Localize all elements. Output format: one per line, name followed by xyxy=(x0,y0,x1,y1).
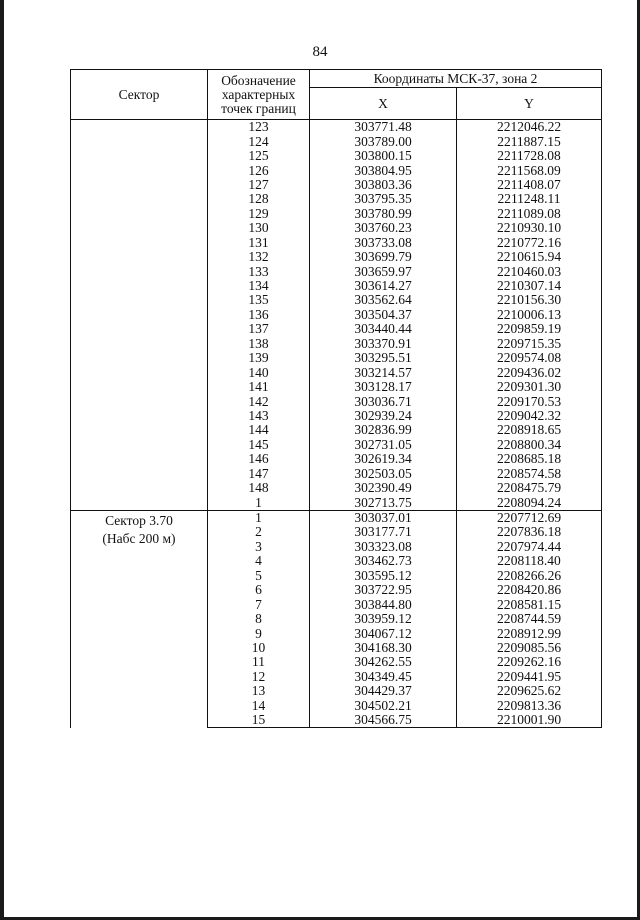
x-coordinate-cell: 303780.99 xyxy=(310,207,457,221)
point-number-cell: 7 xyxy=(208,597,310,611)
header-point-line: Обозначение xyxy=(221,72,296,88)
y-coordinate-cell: 2211887.15 xyxy=(457,134,602,148)
sector-cell xyxy=(71,510,208,728)
x-coordinate-cell: 303504.37 xyxy=(310,308,457,322)
x-coordinate-cell: 303595.12 xyxy=(310,569,457,583)
y-coordinate-cell: 2212046.22 xyxy=(457,120,602,135)
table-row xyxy=(71,510,602,525)
coordinates-table xyxy=(70,69,602,728)
x-coordinate-cell: 302939.24 xyxy=(310,409,457,423)
x-coordinate-cell: 303128.17 xyxy=(310,380,457,394)
point-number-cell: 148 xyxy=(208,481,310,495)
x-coordinate-cell: 302390.49 xyxy=(310,481,457,495)
point-number-cell: 136 xyxy=(208,308,310,322)
x-coordinate-cell: 303440.44 xyxy=(310,322,457,336)
y-coordinate-cell: 2210001.90 xyxy=(457,713,602,728)
x-coordinate-cell: 302836.99 xyxy=(310,423,457,437)
y-coordinate-cell: 2208918.65 xyxy=(457,423,602,437)
point-number-cell: 1 xyxy=(208,495,310,510)
point-number-cell: 144 xyxy=(208,423,310,437)
point-number-cell: 13 xyxy=(208,684,310,698)
point-number-cell: 10 xyxy=(208,641,310,655)
x-coordinate-cell: 304262.55 xyxy=(310,655,457,669)
header-y: Y xyxy=(457,88,602,120)
y-coordinate-cell: 2210930.10 xyxy=(457,221,602,235)
y-coordinate-cell: 2209301.30 xyxy=(457,380,602,394)
y-coordinate-cell: 2211248.11 xyxy=(457,192,602,206)
point-number-cell: 138 xyxy=(208,337,310,351)
y-coordinate-cell: 2208574.58 xyxy=(457,467,602,481)
y-coordinate-cell: 2207974.44 xyxy=(457,540,602,554)
point-number-cell: 124 xyxy=(208,134,310,148)
y-coordinate-cell: 2209813.36 xyxy=(457,699,602,713)
x-coordinate-cell: 302619.34 xyxy=(310,452,457,466)
point-number-cell: 145 xyxy=(208,438,310,452)
point-number-cell: 15 xyxy=(208,713,310,728)
point-number-cell: 134 xyxy=(208,279,310,293)
y-coordinate-cell: 2208581.15 xyxy=(457,597,602,611)
x-coordinate-cell: 303803.36 xyxy=(310,178,457,192)
x-coordinate-cell: 302731.05 xyxy=(310,438,457,452)
y-coordinate-cell: 2209170.53 xyxy=(457,394,602,408)
y-coordinate-cell: 2209085.56 xyxy=(457,641,602,655)
point-number-cell: 139 xyxy=(208,351,310,365)
point-number-cell: 12 xyxy=(208,670,310,684)
point-number-cell: 11 xyxy=(208,655,310,669)
x-coordinate-cell: 304566.75 xyxy=(310,713,457,728)
x-coordinate-cell: 303733.08 xyxy=(310,236,457,250)
header-sector: Сектор xyxy=(71,70,208,120)
point-number-cell: 127 xyxy=(208,178,310,192)
point-number-cell: 140 xyxy=(208,365,310,379)
header-point-designation xyxy=(208,70,310,120)
y-coordinate-cell: 2210615.94 xyxy=(457,250,602,264)
point-number-cell: 147 xyxy=(208,467,310,481)
point-number-cell: 6 xyxy=(208,583,310,597)
point-number-cell: 137 xyxy=(208,322,310,336)
x-coordinate-cell: 303323.08 xyxy=(310,540,457,554)
point-number-cell: 2 xyxy=(208,525,310,539)
y-coordinate-cell: 2210156.30 xyxy=(457,293,602,307)
point-number-cell: 130 xyxy=(208,221,310,235)
point-number-cell: 5 xyxy=(208,569,310,583)
point-number-cell: 128 xyxy=(208,192,310,206)
y-coordinate-cell: 2210772.16 xyxy=(457,236,602,250)
x-coordinate-cell: 304502.21 xyxy=(310,699,457,713)
y-coordinate-cell: 2210307.14 xyxy=(457,279,602,293)
x-coordinate-cell: 303214.57 xyxy=(310,365,457,379)
x-coordinate-cell: 303562.64 xyxy=(310,293,457,307)
point-number-cell: 141 xyxy=(208,380,310,394)
point-number-cell: 133 xyxy=(208,264,310,278)
y-coordinate-cell: 2211568.09 xyxy=(457,163,602,177)
x-coordinate-cell: 303722.95 xyxy=(310,583,457,597)
page-number: 84 xyxy=(312,44,328,60)
x-coordinate-cell: 303370.91 xyxy=(310,337,457,351)
x-coordinate-cell: 303659.97 xyxy=(310,264,457,278)
x-coordinate-cell: 303614.27 xyxy=(310,279,457,293)
y-coordinate-cell: 2211408.07 xyxy=(457,178,602,192)
x-coordinate-cell: 303699.79 xyxy=(310,250,457,264)
x-coordinate-cell: 303800.15 xyxy=(310,149,457,163)
y-coordinate-cell: 2208685.18 xyxy=(457,452,602,466)
x-coordinate-cell: 302503.05 xyxy=(310,467,457,481)
y-coordinate-cell: 2208475.79 xyxy=(457,481,602,495)
y-coordinate-cell: 2208266.26 xyxy=(457,569,602,583)
point-number-cell: 4 xyxy=(208,554,310,568)
sector-cell xyxy=(71,120,208,511)
point-number-cell: 131 xyxy=(208,236,310,250)
header-point-line: точек границ xyxy=(221,100,296,116)
point-number-cell: 135 xyxy=(208,293,310,307)
y-coordinate-cell: 2209859.19 xyxy=(457,322,602,336)
x-coordinate-cell: 303959.12 xyxy=(310,612,457,626)
x-coordinate-cell: 303037.01 xyxy=(310,510,457,525)
x-coordinate-cell: 303177.71 xyxy=(310,525,457,539)
y-coordinate-cell: 2211089.08 xyxy=(457,207,602,221)
y-coordinate-cell: 2208744.59 xyxy=(457,612,602,626)
y-coordinate-cell: 2209262.16 xyxy=(457,655,602,669)
y-coordinate-cell: 2208912.99 xyxy=(457,626,602,640)
y-coordinate-cell: 2207712.69 xyxy=(457,510,602,525)
x-coordinate-cell: 303462.73 xyxy=(310,554,457,568)
point-number-cell: 125 xyxy=(208,149,310,163)
y-coordinate-cell: 2209715.35 xyxy=(457,337,602,351)
y-coordinate-cell: 2208094.24 xyxy=(457,495,602,510)
point-number-cell: 1 xyxy=(208,510,310,525)
header-coordinates: Координаты МСК-37, зона 2 xyxy=(310,70,602,88)
x-coordinate-cell: 303789.00 xyxy=(310,134,457,148)
x-coordinate-cell: 304168.30 xyxy=(310,641,457,655)
x-coordinate-cell: 303795.35 xyxy=(310,192,457,206)
x-coordinate-cell: 303036.71 xyxy=(310,394,457,408)
x-coordinate-cell: 303760.23 xyxy=(310,221,457,235)
point-number-cell: 9 xyxy=(208,626,310,640)
x-coordinate-cell: 304429.37 xyxy=(310,684,457,698)
point-number-cell: 146 xyxy=(208,452,310,466)
y-coordinate-cell: 2210006.13 xyxy=(457,308,602,322)
y-coordinate-cell: 2209574.08 xyxy=(457,351,602,365)
table-row xyxy=(71,120,602,135)
y-coordinate-cell: 2208420.86 xyxy=(457,583,602,597)
point-number-cell: 8 xyxy=(208,612,310,626)
point-number-cell: 126 xyxy=(208,163,310,177)
y-coordinate-cell: 2207836.18 xyxy=(457,525,602,539)
sector-label: (Набс 200 м) xyxy=(102,530,176,546)
x-coordinate-cell: 302713.75 xyxy=(310,495,457,510)
y-coordinate-cell: 2211728.08 xyxy=(457,149,602,163)
x-coordinate-cell: 303804.95 xyxy=(310,163,457,177)
x-coordinate-cell: 303295.51 xyxy=(310,351,457,365)
point-number-cell: 14 xyxy=(208,699,310,713)
point-number-cell: 142 xyxy=(208,394,310,408)
y-coordinate-cell: 2208800.34 xyxy=(457,438,602,452)
point-number-cell: 3 xyxy=(208,540,310,554)
y-coordinate-cell: 2209625.62 xyxy=(457,684,602,698)
sector-label: Сектор 3.70 xyxy=(105,512,173,528)
point-number-cell: 132 xyxy=(208,250,310,264)
y-coordinate-cell: 2209042.32 xyxy=(457,409,602,423)
point-number-cell: 129 xyxy=(208,207,310,221)
x-coordinate-cell: 303844.80 xyxy=(310,597,457,611)
y-coordinate-cell: 2208118.40 xyxy=(457,554,602,568)
table-body xyxy=(71,120,602,728)
y-coordinate-cell: 2209436.02 xyxy=(457,365,602,379)
header-point-line: характерных xyxy=(221,86,296,102)
y-coordinate-cell: 2209441.95 xyxy=(457,670,602,684)
x-coordinate-cell: 303771.48 xyxy=(310,120,457,135)
y-coordinate-cell: 2210460.03 xyxy=(457,264,602,278)
scan-edge-left xyxy=(0,0,4,920)
point-number-cell: 123 xyxy=(208,120,310,135)
x-coordinate-cell: 304349.45 xyxy=(310,670,457,684)
point-number-cell: 143 xyxy=(208,409,310,423)
x-coordinate-cell: 304067.12 xyxy=(310,626,457,640)
header-x: X xyxy=(310,88,457,120)
